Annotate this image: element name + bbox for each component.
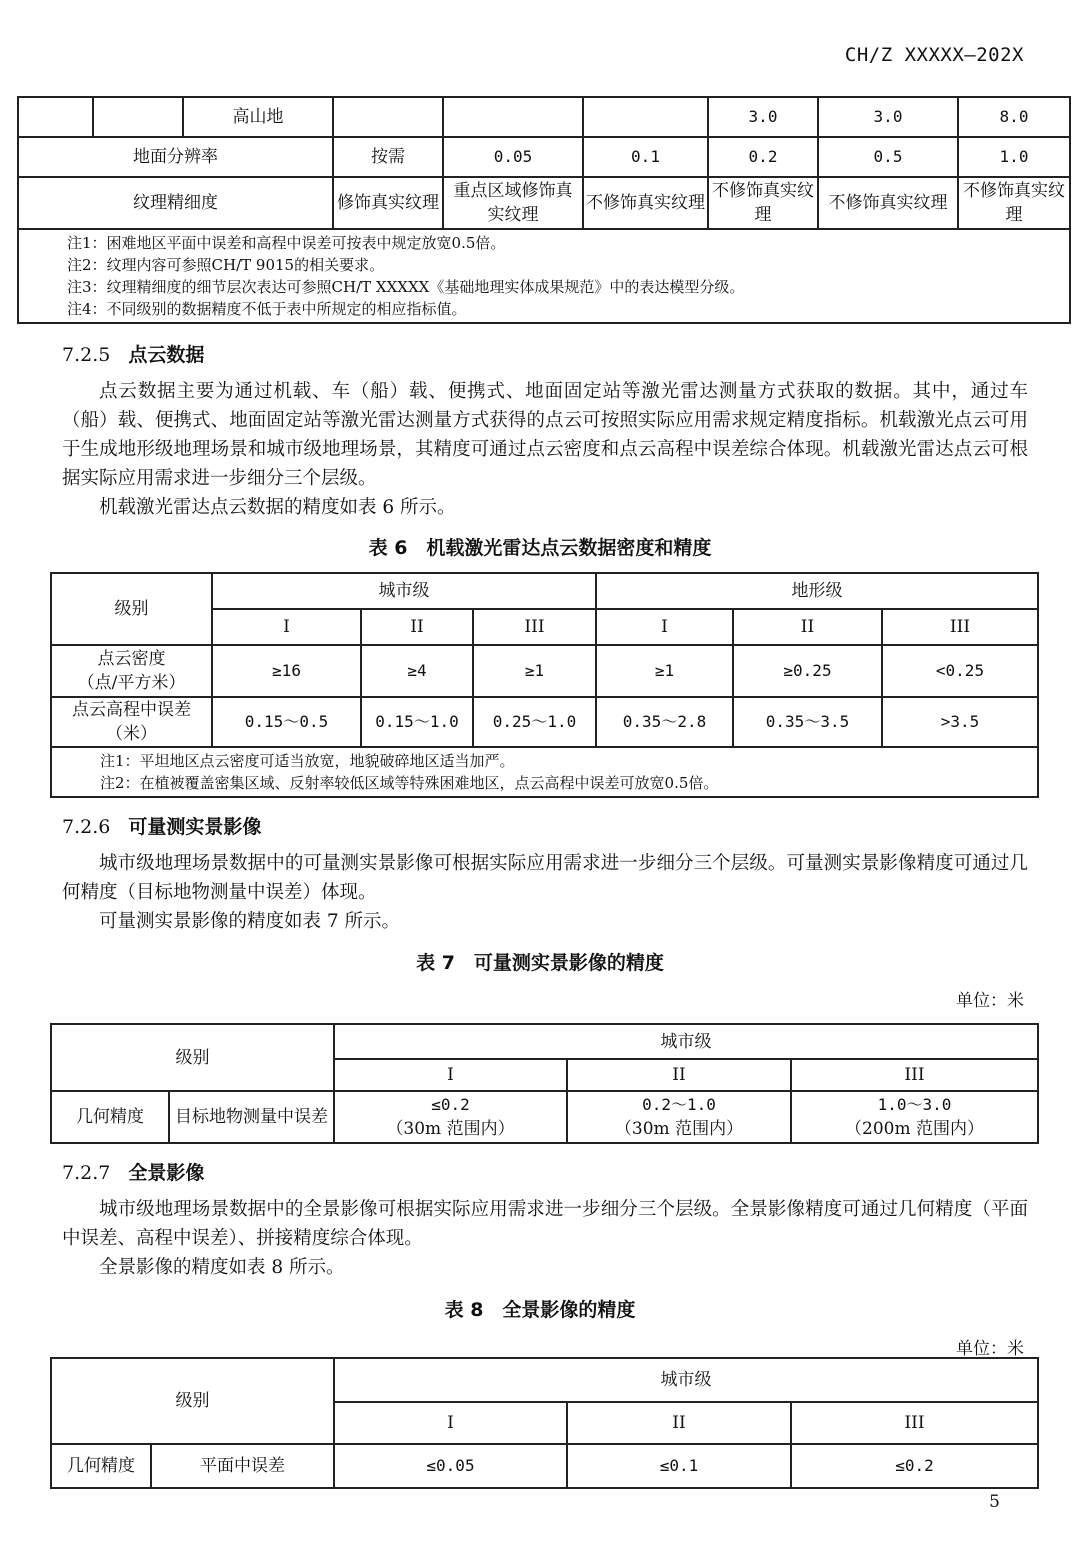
cell: 3.0 bbox=[818, 97, 958, 137]
table7-unit: 单位：米 bbox=[956, 991, 1024, 1011]
level-header: 级别 bbox=[51, 573, 212, 645]
level-cell: III bbox=[791, 1059, 1038, 1091]
cell: 0.5 bbox=[818, 137, 958, 177]
cell: ≤0.2 （30m 范围内） bbox=[334, 1091, 567, 1143]
mountain-label: 高山地 bbox=[183, 97, 333, 137]
section-heading-727: 7.2.7 全景影像 bbox=[62, 1162, 205, 1184]
cell: 0.2～1.0 （30m 范围内） bbox=[567, 1091, 791, 1143]
cell: >3.5 bbox=[882, 697, 1038, 747]
group-city-header: 城市级 bbox=[334, 1024, 1038, 1059]
texture-label: 纹理精细度 bbox=[18, 177, 333, 229]
group-terrain-header: 地形级 bbox=[596, 573, 1038, 609]
cell: 8.0 bbox=[958, 97, 1070, 137]
note: 注2：纹理内容可参照CH/T 9015的相关要求。 bbox=[67, 256, 385, 274]
section-727-body bbox=[62, 1195, 1028, 1282]
paragraph: 点云数据主要为通过机载、车（船）载、便携式、地面固定站等激光雷达测量方式获取的数据。其中，通过车（船）载、便携式、地面固定站等激光雷达测量方式获得的点云可按照实际应用需求规定精度指标。机载激光点云可用于生成地形级地理场景和城市级地理场景，其精度可通过点云密度和点云高程中误差综合体现。机载激光雷达点云可根据实际应用需求进一步细分三个层级。 bbox=[62, 381, 1028, 489]
cell: 不修饰真实纹理 bbox=[818, 177, 958, 229]
elevation-label: 点云高程中误差 （米） bbox=[51, 697, 212, 747]
sub-label: 平面中误差 bbox=[151, 1444, 334, 1488]
row-geometric bbox=[51, 1444, 1038, 1488]
cell: ≥1 bbox=[473, 645, 596, 697]
geometric-label: 几何精度 bbox=[51, 1444, 151, 1488]
cell: 不修饰真实纹理 bbox=[583, 177, 708, 229]
cell: ≤0.05 bbox=[334, 1444, 567, 1488]
cell: 0.15～0.5 bbox=[212, 697, 361, 747]
document-code: CH/Z XXXXX—202X bbox=[844, 44, 1024, 66]
table7 bbox=[50, 1023, 1039, 1144]
cell: ≤0.1 bbox=[567, 1444, 791, 1488]
section-heading-726: 7.2.6 可量测实景影像 bbox=[62, 816, 262, 838]
notes-row bbox=[18, 229, 1070, 323]
cell: 0.2 bbox=[708, 137, 818, 177]
row-elevation bbox=[51, 697, 1038, 747]
cell: ≥4 bbox=[361, 645, 473, 697]
table8 bbox=[50, 1357, 1039, 1489]
section-725-body bbox=[62, 377, 1028, 522]
sub-label: 目标地物测量中误差 bbox=[169, 1091, 334, 1143]
cell: 0.25～1.0 bbox=[473, 697, 596, 747]
cell: 不修饰真实纹理 bbox=[958, 177, 1070, 229]
cell: 3.0 bbox=[708, 97, 818, 137]
note: 注1：困难地区平面中误差和高程中误差可按表中规定放宽0.5倍。 bbox=[67, 234, 506, 252]
paragraph: 城市级地理场景数据中的可量测实景影像可根据实际应用需求进一步细分三个层级。可量测实景影像精度可通过几何精度（目标地物测量中误差）体现。 bbox=[62, 853, 1028, 903]
level-cell: II bbox=[361, 609, 473, 645]
level-cell: II bbox=[567, 1402, 791, 1444]
cell: 0.35～2.8 bbox=[596, 697, 733, 747]
cell: 按需 bbox=[333, 137, 443, 177]
level-cell: II bbox=[733, 609, 882, 645]
cell: 不修饰真实纹理 bbox=[708, 177, 818, 229]
level-cell: I bbox=[212, 609, 361, 645]
cell: ≥0.25 bbox=[733, 645, 882, 697]
note: 注4：不同级别的数据精度不低于表中所规定的相应指标值。 bbox=[67, 300, 467, 318]
cell: ≥16 bbox=[212, 645, 361, 697]
level-cell: I bbox=[334, 1059, 567, 1091]
level-cell: II bbox=[567, 1059, 791, 1091]
level-header: 级别 bbox=[51, 1358, 334, 1444]
table6-caption: 表 6 机载激光雷达点云数据密度和精度 bbox=[368, 537, 712, 559]
paragraph: 城市级地理场景数据中的全景影像可根据实际应用需求进一步细分三个层级。全景影像精度可通过几何精度（平面中误差、高程中误差）、拼接精度综合体现。 bbox=[62, 1199, 1028, 1249]
paragraph: 可量测实景影像的精度如表 7 所示。 bbox=[99, 911, 401, 932]
table8-caption: 表 8 全景影像的精度 bbox=[444, 1299, 636, 1321]
cell: 0.1 bbox=[583, 137, 708, 177]
row-mountain bbox=[18, 97, 1070, 137]
cell: 0.05 bbox=[443, 137, 583, 177]
notes-row bbox=[51, 747, 1038, 797]
row-geometric bbox=[51, 1091, 1038, 1143]
cell: ≤0.2 bbox=[791, 1444, 1038, 1488]
cell: 0.35～3.5 bbox=[733, 697, 882, 747]
cell: 0.15～1.0 bbox=[361, 697, 473, 747]
note: 注2：在植被覆盖密集区域、反射率较低区域等特殊困难地区，点云高程中误差可放宽0.5倍。 bbox=[100, 774, 719, 792]
section-heading-725: 7.2.5 点云数据 bbox=[62, 344, 205, 366]
row-density bbox=[51, 645, 1038, 697]
row-texture bbox=[18, 177, 1070, 229]
paragraph: 机载激光雷达点云数据的精度如表 6 所示。 bbox=[99, 497, 456, 518]
table8-unit: 单位：米 bbox=[956, 1339, 1024, 1359]
table7-caption: 表 7 可量测实景影像的精度 bbox=[416, 952, 664, 974]
note: 注3：纹理精细度的细节层次表达可参照CH/T XXXXX《基础地理实体成果规范》中的表达模型分级。 bbox=[67, 278, 745, 296]
cell: <0.25 bbox=[882, 645, 1038, 697]
page-number: 5 bbox=[989, 1492, 1000, 1512]
cell: 修饰真实纹理 bbox=[333, 177, 443, 229]
level-cell: III bbox=[791, 1402, 1038, 1444]
table5-continuation bbox=[17, 96, 1071, 324]
resolution-label: 地面分辨率 bbox=[18, 137, 333, 177]
level-cell: III bbox=[473, 609, 596, 645]
density-label: 点云密度 （点/平方米） bbox=[51, 645, 212, 697]
paragraph: 全景影像的精度如表 8 所示。 bbox=[99, 1257, 345, 1278]
table6 bbox=[50, 572, 1039, 798]
cell: 重点区域修饰真实纹理 bbox=[443, 177, 583, 229]
level-cell: I bbox=[334, 1402, 567, 1444]
level-header: 级别 bbox=[51, 1024, 334, 1091]
note: 注1：平坦地区点云密度可适当放宽，地貌破碎地区适当加严。 bbox=[100, 752, 515, 770]
group-city-header: 城市级 bbox=[334, 1358, 1038, 1402]
group-city-header: 城市级 bbox=[212, 573, 596, 609]
level-cell: I bbox=[596, 609, 733, 645]
cell: 1.0～3.0 （200m 范围内） bbox=[791, 1091, 1038, 1143]
row-resolution bbox=[18, 137, 1070, 177]
geometric-label: 几何精度 bbox=[51, 1091, 169, 1143]
level-cell: III bbox=[882, 609, 1038, 645]
cell: 1.0 bbox=[958, 137, 1070, 177]
cell: ≥1 bbox=[596, 645, 733, 697]
section-726-body bbox=[62, 849, 1028, 936]
